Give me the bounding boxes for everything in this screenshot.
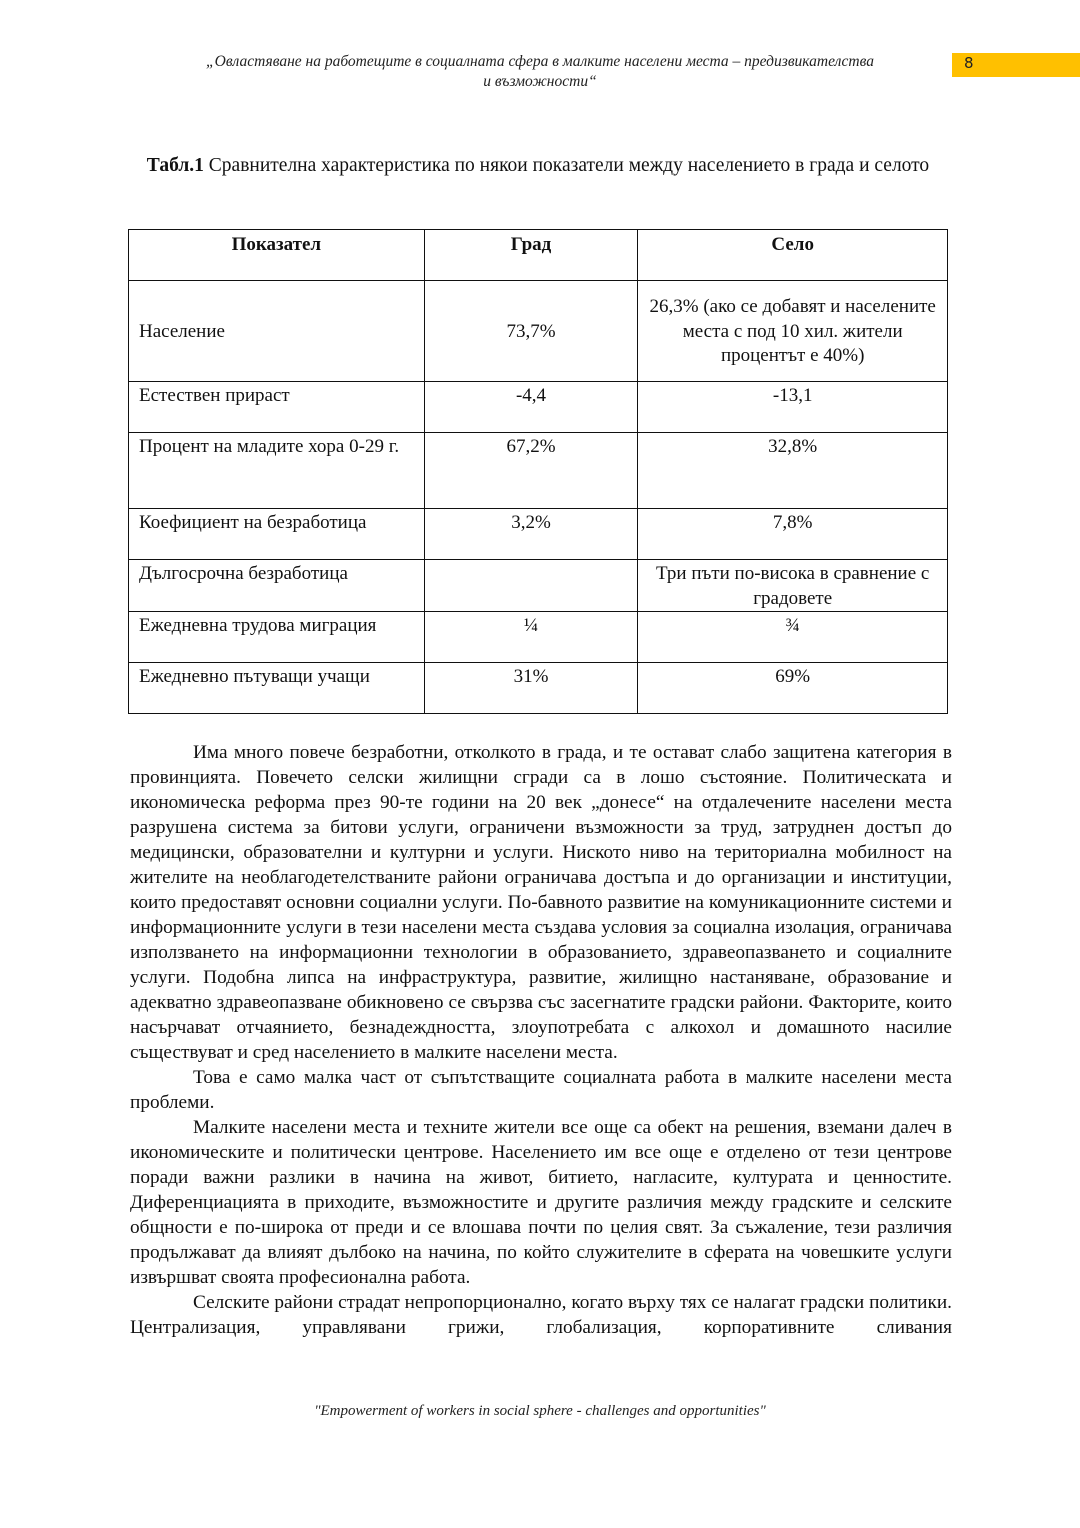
cell-village: 69%	[638, 663, 948, 714]
table-caption	[128, 154, 948, 178]
page-number: 8	[964, 54, 974, 72]
cell-city	[424, 560, 638, 612]
cell-indicator: Ежедневна трудова миграция	[129, 612, 425, 663]
cell-indicator: Ежедневно пътуващи учащи	[129, 663, 425, 714]
cell-indicator: Процент на младите хора 0-29 г.	[129, 433, 425, 509]
cell-city: 31%	[424, 663, 638, 714]
cell-city: -4,4	[424, 382, 638, 433]
body-text	[130, 740, 952, 1340]
comparison-table	[128, 229, 948, 714]
cell-indicator: Население	[129, 281, 425, 382]
table-row	[129, 560, 948, 612]
header-village: Село	[638, 230, 948, 281]
running-footer: "Empowerment of workers in social sphere - challenges and opportunities"	[314, 1403, 766, 1419]
cell-village: -13,1	[638, 382, 948, 433]
cell-city: 67,2%	[424, 433, 638, 509]
paragraph: Малките населени места и техните жители все още са обект на решения, вземани далеч в икономическите и политически центрове. Населението им все още е отделено от тези центрове поради важни разлики в начина на живот, битието, нагласите, културата и ценностите. Диференциацията в приходите, възможностите и другите различия между градските и селските общности е по-широка от преди и се влошава почти по целия свят. За съжаление, тези различия продължават да влияят дълбоко на начина, по който служителите в сферата на човешките услуги извършват своята професионална работа.	[130, 1117, 952, 1288]
header-title-line-2: и възможности“	[483, 73, 597, 90]
paragraph: Това е само малка част от съпътстващите социалната работа в малките населени места проблеми.	[130, 1067, 952, 1113]
cell-indicator: Естествен прираст	[129, 382, 425, 433]
page-number-badge	[952, 53, 1080, 77]
table-row	[129, 663, 948, 714]
cell-village: 7,8%	[638, 509, 948, 560]
paragraph: Има много повече безработни, отколкото в града, и те остават слабо защитена категория в провинцията. Повечето селски жилищни сгради са в лошо състояние. Политическата и икономическа реформа през 90-те години на 20 век „донесе“ на отдалечените населени места разрушена система за битови услуги, ограничени възможности за труд, затруднен достъп до медицински, образователни и културни и услуги. Ниското ниво на териториална мобилност на жителите на необлагодетелстваните райони ограничава достъпа и до организации и институции, които предоставят основни социални услуги. По-бавното развитие на комуникационните системи и информационните услуги в тези населени места създава условия за социална изолация, ограничава използването на информационни технологии в образованието, здравеопазването и социалните услуги. Подобна липса на инфраструктура, развитие, жилищно настаняване, образование и адекватно здравеопазване обикновено се свързва със засегнатите градски райони. Факторите, които насърчават отчаянието, безнадеждността, злоупотребата с алкохол и домашното насилие съществуват и сред населението в малките населени места.	[130, 742, 952, 1063]
cell-indicator: Коефициент на безработица	[129, 509, 425, 560]
cell-village: 32,8%	[638, 433, 948, 509]
running-header-title	[130, 52, 950, 92]
table-caption-label: Табл.1	[146, 155, 204, 176]
paragraph: Селските райони страдат непропорционално, когато върху тях се налагат градски политики. Централизация, управлявани грижи, глобализация, корпоративните сливания	[130, 1292, 952, 1338]
cell-indicator: Дългосрочна безработица	[129, 560, 425, 612]
table-row	[129, 433, 948, 509]
header-city: Град	[424, 230, 638, 281]
cell-city: 73,7%	[424, 281, 638, 382]
header-indicator: Показател	[129, 230, 425, 281]
header-title-line-1: „Овластяване на работещите в социалната сфера в малките населени места – предизвикателства	[206, 53, 874, 70]
cell-city: 3,2%	[424, 509, 638, 560]
table-header-row	[129, 230, 948, 281]
cell-village: Три пъти по-висока в сравнение с градовете	[638, 560, 948, 612]
table-row	[129, 382, 948, 433]
table-row	[129, 612, 948, 663]
cell-village: ¾	[638, 612, 948, 663]
cell-village: 26,3% (ако се добавят и населените места с под 10 хил. жители процентът е 40%)	[638, 281, 948, 382]
table-caption-text: Сравнителна характеристика по някои показатели между населението в града и селото	[203, 155, 930, 176]
table-row	[129, 509, 948, 560]
cell-city: ¼	[424, 612, 638, 663]
table-row	[129, 281, 948, 382]
